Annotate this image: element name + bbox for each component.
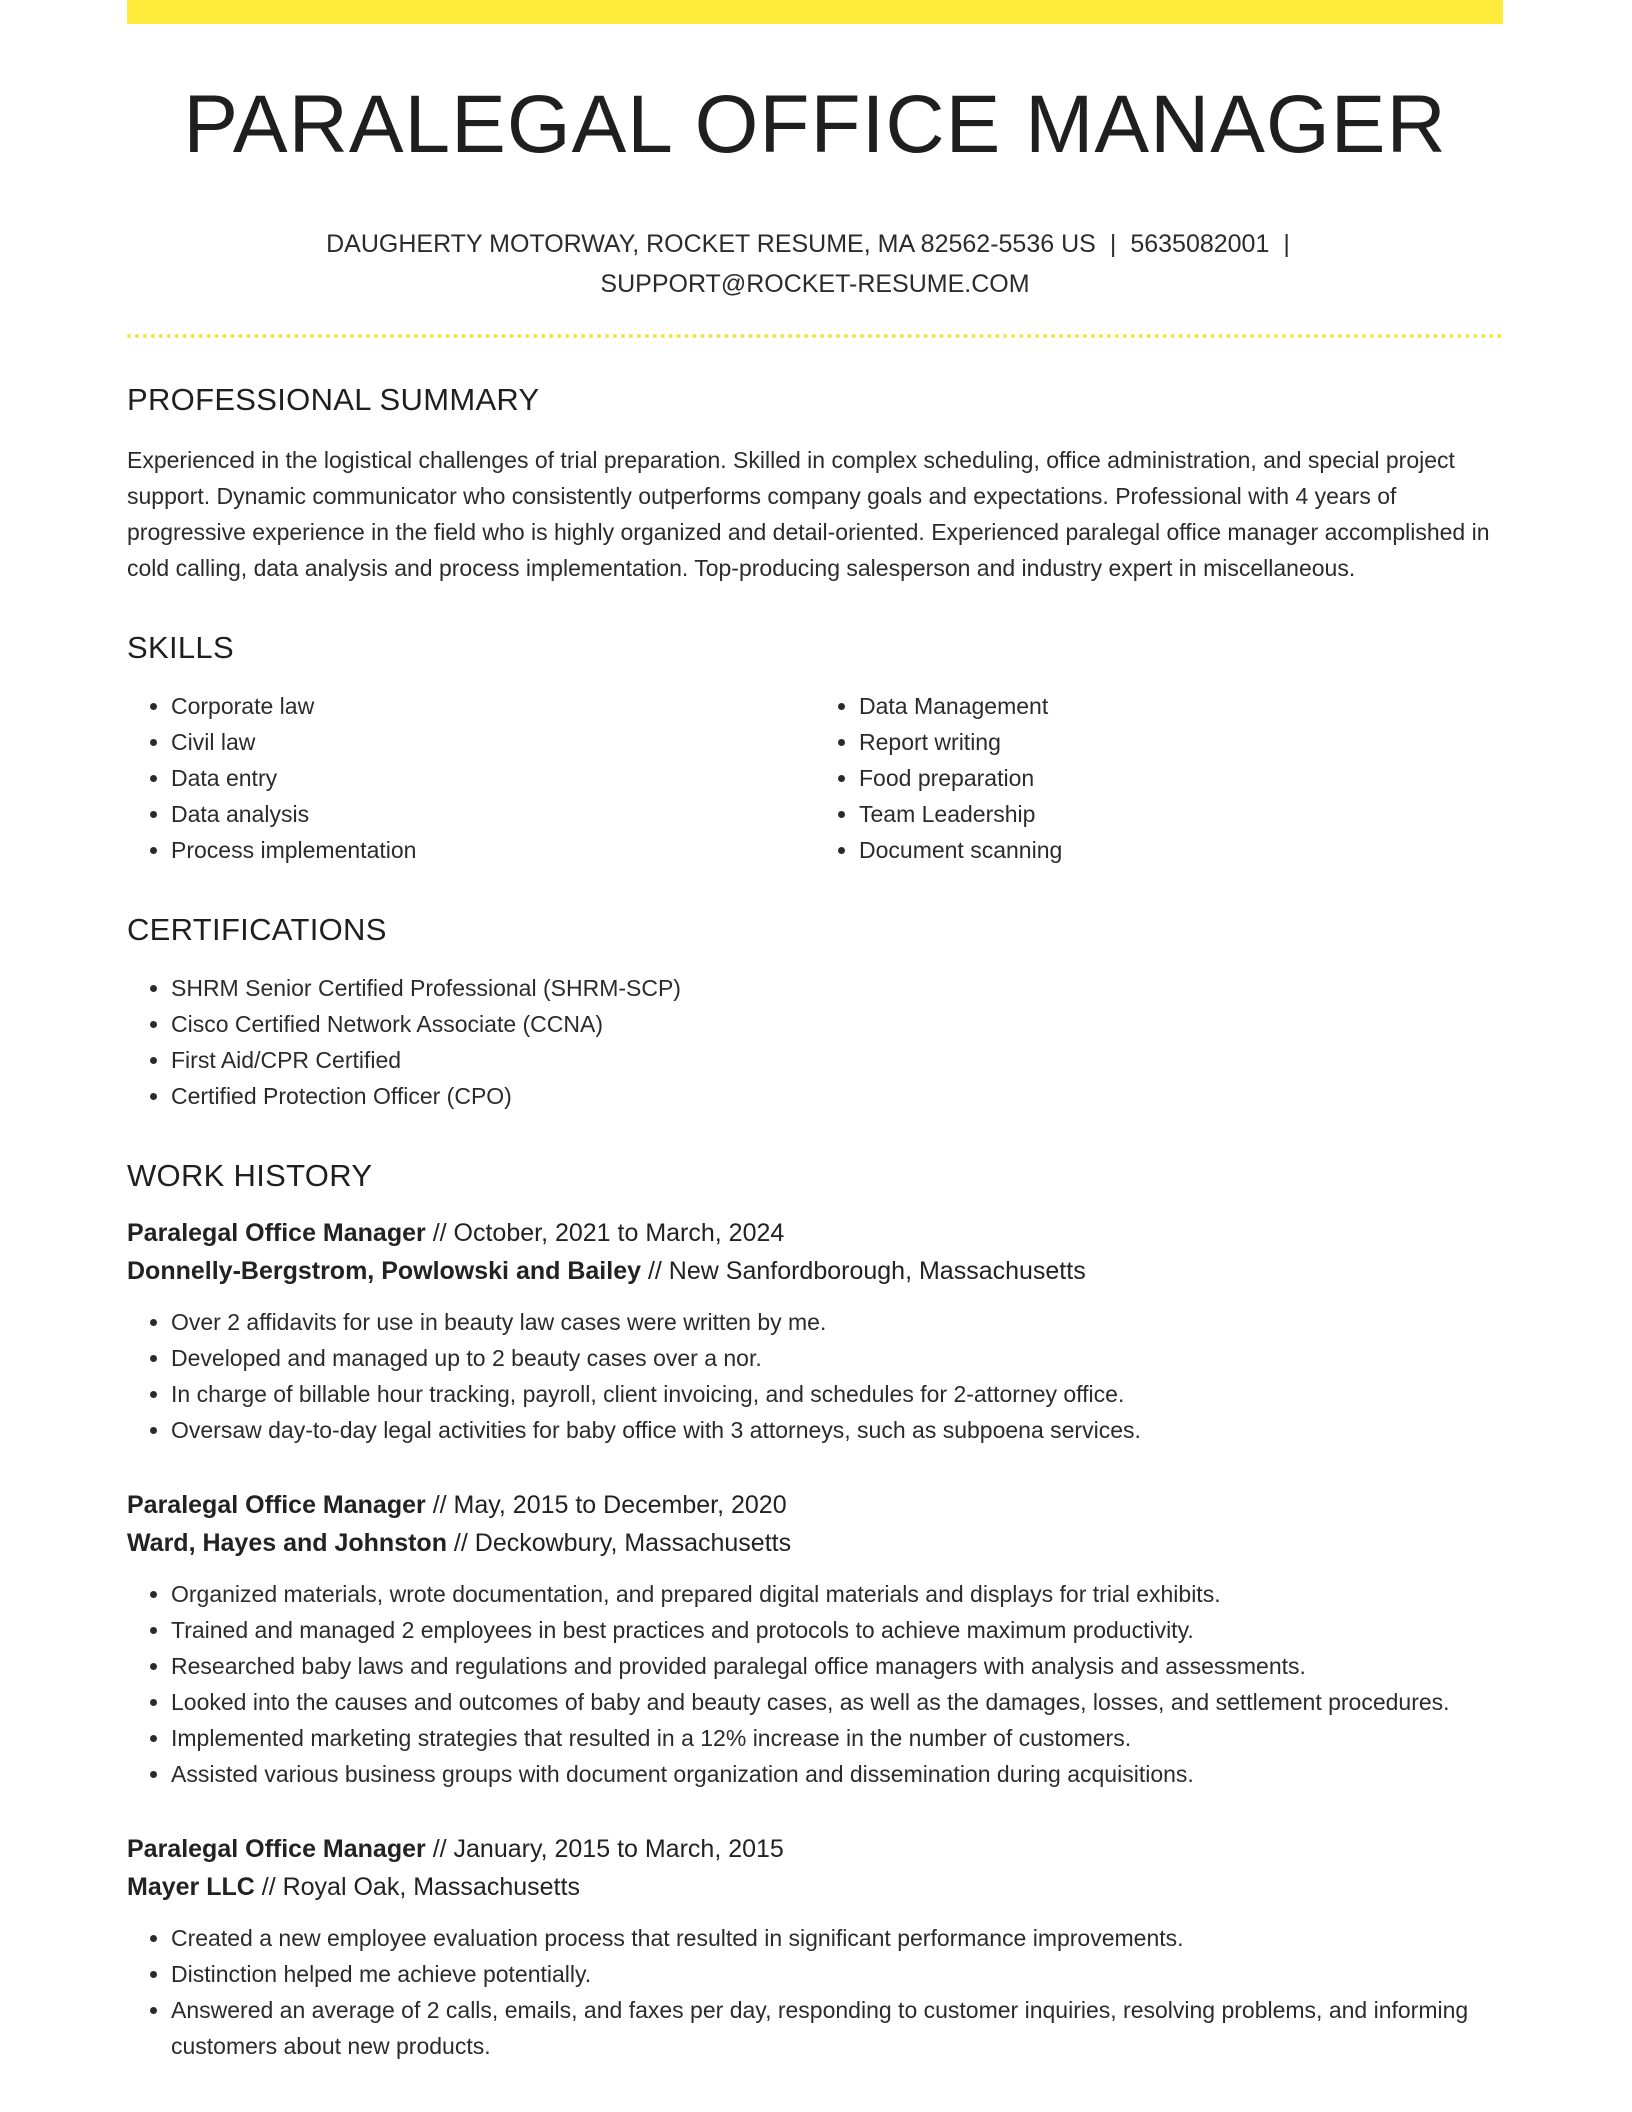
job-role: Paralegal Office Manager — [127, 1219, 426, 1247]
resume-title: PARALEGAL OFFICE MANAGER — [183, 79, 1447, 170]
job-bullets — [127, 1920, 1503, 2064]
phone: 5635082001 — [1130, 230, 1270, 258]
job-company-line — [127, 1252, 1503, 1290]
resume-page — [127, 0, 1503, 2064]
skill-item: • Data entry — [171, 760, 815, 796]
job-entry — [127, 1830, 1503, 2064]
skill-item: • Data Management — [859, 688, 1503, 724]
skills-grid — [127, 688, 1503, 868]
skill-item: • Team Leadership — [859, 796, 1503, 832]
job-bullet: • Over 2 affidavits for use in beauty law cases were written by me. — [171, 1304, 1503, 1340]
job-role-line — [127, 1830, 1503, 1868]
certifications-heading: CERTIFICATIONS — [127, 912, 387, 947]
job-role-line — [127, 1214, 1503, 1252]
job-role: Paralegal Office Manager — [127, 1491, 426, 1519]
job-bullet: • Developed and managed up to 2 beauty cases over a nor. — [171, 1340, 1503, 1376]
job-bullet: • Researched baby laws and regulations and provided paralegal office managers with analysis and assessments. — [171, 1648, 1503, 1684]
job-dates: // May, 2015 to December, 2020 — [432, 1491, 787, 1519]
job-bullet: • In charge of billable hour tracking, payroll, client invoicing, and schedules for 2-attorney office. — [171, 1376, 1503, 1412]
job-entry — [127, 1214, 1503, 1448]
skill-item: • Document scanning — [859, 832, 1503, 868]
job-bullet: • Looked into the causes and outcomes of baby and beauty cases, as well as the damages, losses, and settlement procedures. — [171, 1684, 1503, 1720]
skills-heading: SKILLS — [127, 630, 234, 665]
contact-separator: | — [1283, 230, 1290, 258]
job-bullet: • Implemented marketing strategies that resulted in a 12% increase in the number of customers. — [171, 1720, 1503, 1756]
job-dates: // October, 2021 to March, 2024 — [432, 1219, 785, 1247]
job-company-line — [127, 1524, 1503, 1562]
job-company: Mayer LLC — [127, 1873, 255, 1901]
summary-section — [127, 382, 1503, 586]
job-location: // New Sanfordborough, Massachusetts — [647, 1257, 1086, 1285]
skills-list-left — [127, 688, 815, 868]
skill-item: • Process implementation — [171, 832, 815, 868]
skill-item: • Food preparation — [859, 760, 1503, 796]
work-history-section — [127, 1158, 1503, 2064]
job-bullet: • Assisted various business groups with document organization and dissemination during acquisitions. — [171, 1756, 1503, 1792]
job-company-line — [127, 1868, 1503, 1906]
skill-item: • Data analysis — [171, 796, 815, 832]
job-location: // Royal Oak, Massachusetts — [261, 1873, 580, 1901]
certification-item: • Cisco Certified Network Associate (CCNA) — [171, 1006, 1503, 1042]
summary-text: Experienced in the logistical challenges of trial preparation. Skilled in complex scheduling, office administration, and special project support. Dynamic communicator who consistently outperforms company goals and expectations. Professional with 4 years of progressive experience in the field who is highly organized and detail-oriented. Experienced paralegal office manager accomplished in cold calling, data analysis and process implementation. Top-producing salesperson and industry expert in miscellaneous. — [127, 447, 1490, 581]
summary-heading: PROFESSIONAL SUMMARY — [127, 382, 540, 417]
email: SUPPORT@ROCKET-RESUME.COM — [600, 270, 1030, 298]
job-bullets — [127, 1304, 1503, 1448]
job-bullets — [127, 1576, 1503, 1792]
job-role: Paralegal Office Manager — [127, 1835, 426, 1863]
address: DAUGHERTY MOTORWAY, ROCKET RESUME, MA 82562-5536 US — [326, 230, 1096, 258]
certification-item: • SHRM Senior Certified Professional (SHRM-SCP) — [171, 970, 1503, 1006]
contact-info — [127, 224, 1503, 304]
certification-item: • Certified Protection Officer (CPO) — [171, 1078, 1503, 1114]
job-bullet: • Oversaw day-to-day legal activities for baby office with 3 attorneys, such as subpoena services. — [171, 1412, 1503, 1448]
skill-item: • Report writing — [859, 724, 1503, 760]
skill-item: • Civil law — [171, 724, 815, 760]
accent-bar — [127, 0, 1503, 24]
certifications-list — [127, 970, 1503, 1114]
job-bullet: • Distinction helped me achieve potentially. — [171, 1956, 1503, 1992]
job-entry — [127, 1486, 1503, 1792]
job-location: // Deckowbury, Massachusetts — [453, 1529, 792, 1557]
job-company: Ward, Hayes and Johnston — [127, 1529, 447, 1557]
job-bullet: • Answered an average of 2 calls, emails, and faxes per day, responding to customer inquiries, resolving problems, and informing customers about new products. — [171, 1992, 1503, 2064]
certification-item: • First Aid/CPR Certified — [171, 1042, 1503, 1078]
job-company: Donnelly-Bergstrom, Powlowski and Bailey — [127, 1257, 642, 1285]
job-bullet: • Trained and managed 2 employees in best practices and protocols to achieve maximum productivity. — [171, 1612, 1503, 1648]
job-dates: // January, 2015 to March, 2015 — [432, 1835, 784, 1863]
certifications-section — [127, 912, 1503, 1114]
work-history-heading: WORK HISTORY — [127, 1158, 373, 1193]
skills-section — [127, 630, 1503, 868]
contact-separator: | — [1109, 230, 1117, 258]
header-divider — [127, 334, 1503, 338]
job-bullet: • Created a new employee evaluation process that resulted in significant performance improvements. — [171, 1920, 1503, 1956]
job-bullet: • Organized materials, wrote documentation, and prepared digital materials and displays for trial exhibits. — [171, 1576, 1503, 1612]
job-role-line — [127, 1486, 1503, 1524]
skill-item: • Corporate law — [171, 688, 815, 724]
skills-list-right — [815, 688, 1503, 868]
